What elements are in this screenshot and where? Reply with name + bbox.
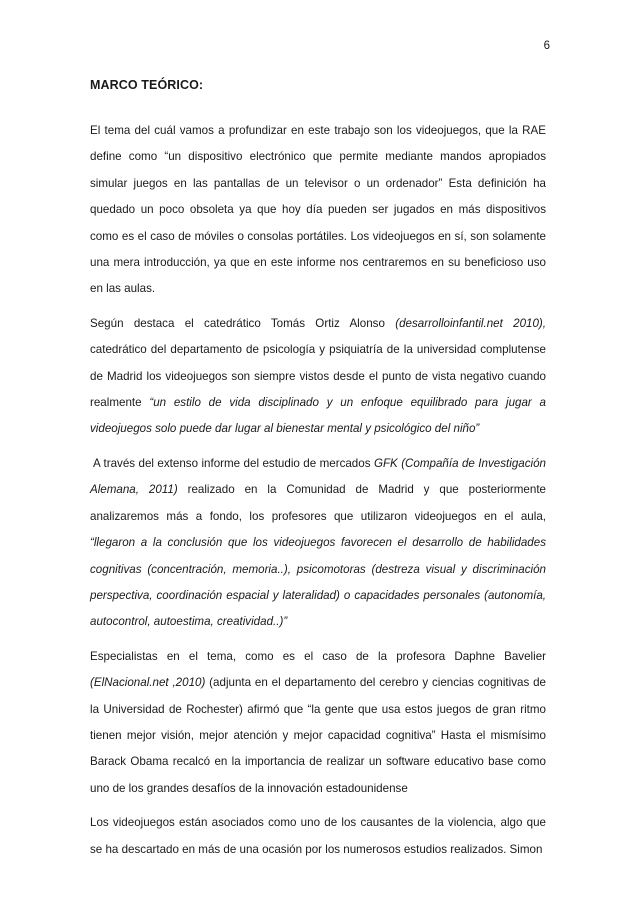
paragraph-4-text-a: Especialistas en el tema, como es el caso de la profesora Daphne Bavelier (90, 649, 546, 663)
paragraph-4-text-b: (adjunta en el departamento del cerebro y ciencias cognitivas de la Universidad de Rochester) afirmó que “la gente que usa estos juegos de gran ritmo tienen mejor visión, mejor atención y mejor capacidad cognitiva” Hasta el mismísimo Barack Obama recalcó en la importancia de realizar un software educativo base como uno de los grandes desafíos de la innovación estadounidense (90, 676, 546, 795)
document-body (90, 78, 546, 871)
paragraph-2 (90, 311, 546, 443)
paragraph-4-citation: (ElNacional.net ,2010) (90, 676, 206, 690)
paragraph-5: Los videojuegos están asociados como uno de los causantes de la violencia, algo que se ha descartado en más de una ocasión por los numerosos estudios realizados. Simon (90, 816, 546, 856)
paragraph-2-citation: (desarrolloinfantil.net 2010), (395, 316, 546, 330)
section-heading: MARCO TEÓRICO: (90, 78, 204, 92)
page-number: 6 (543, 40, 550, 52)
paragraph-3-quote: “llegaron a la conclusión que los videojuegos favorecen el desarrollo de habilidades cognitivas (concentración, memoria..), psicomotoras (destreza visual y discriminación perspectiva, coordinación espacial y lateralidad) o capacidades personales (autonomía, autocontrol, autoestima, creatividad..)” (90, 536, 546, 629)
paragraph-4 (90, 644, 546, 802)
paragraph-3-text-a: A través del extenso informe del estudio de mercados (93, 456, 374, 470)
paragraph-3-citation: GFK (Compañía de Investigación Alemana, 2011) (90, 456, 546, 497)
paragraph-2-text-a: Según destaca el catedrático Tomás Ortiz Alonso (90, 316, 396, 330)
paragraph-1: El tema del cuál vamos a profundizar en este trabajo son los videojuegos, que la RAE define como “un dispositivo electrónico que permite mediante mandos apropiados simular juegos en las pantallas de un televisor o un ordenador” Esta definición ha quedado un poco obsoleta ya que hoy día pueden ser jugados en más dispositivos como es el caso de móviles o consolas portátiles. Los videojuegos en sí, son solamente una mera introducción, ya que en este informe nos centraremos en su beneficioso uso en las aulas. (90, 124, 546, 296)
paragraph-3-text-b: realizado en la Comunidad de Madrid y que posteriormente analizaremos más a fondo, los profesores que utilizaron videojuegos en el aula, (90, 483, 546, 523)
paragraph-2-text-b: catedrático del departamento de psicología y psiquiatría de la universidad complutense de Madrid los videojuegos son siempre vistos desde el punto de vista negativo cuando realmente (90, 343, 546, 410)
paragraph-3 (90, 451, 546, 636)
paragraph-2-quote: “un estilo de vida disciplinado y un enfoque equilibrado para jugar a videojuegos solo puede dar lugar al bienestar mental y psicológico del niño” (90, 396, 547, 436)
